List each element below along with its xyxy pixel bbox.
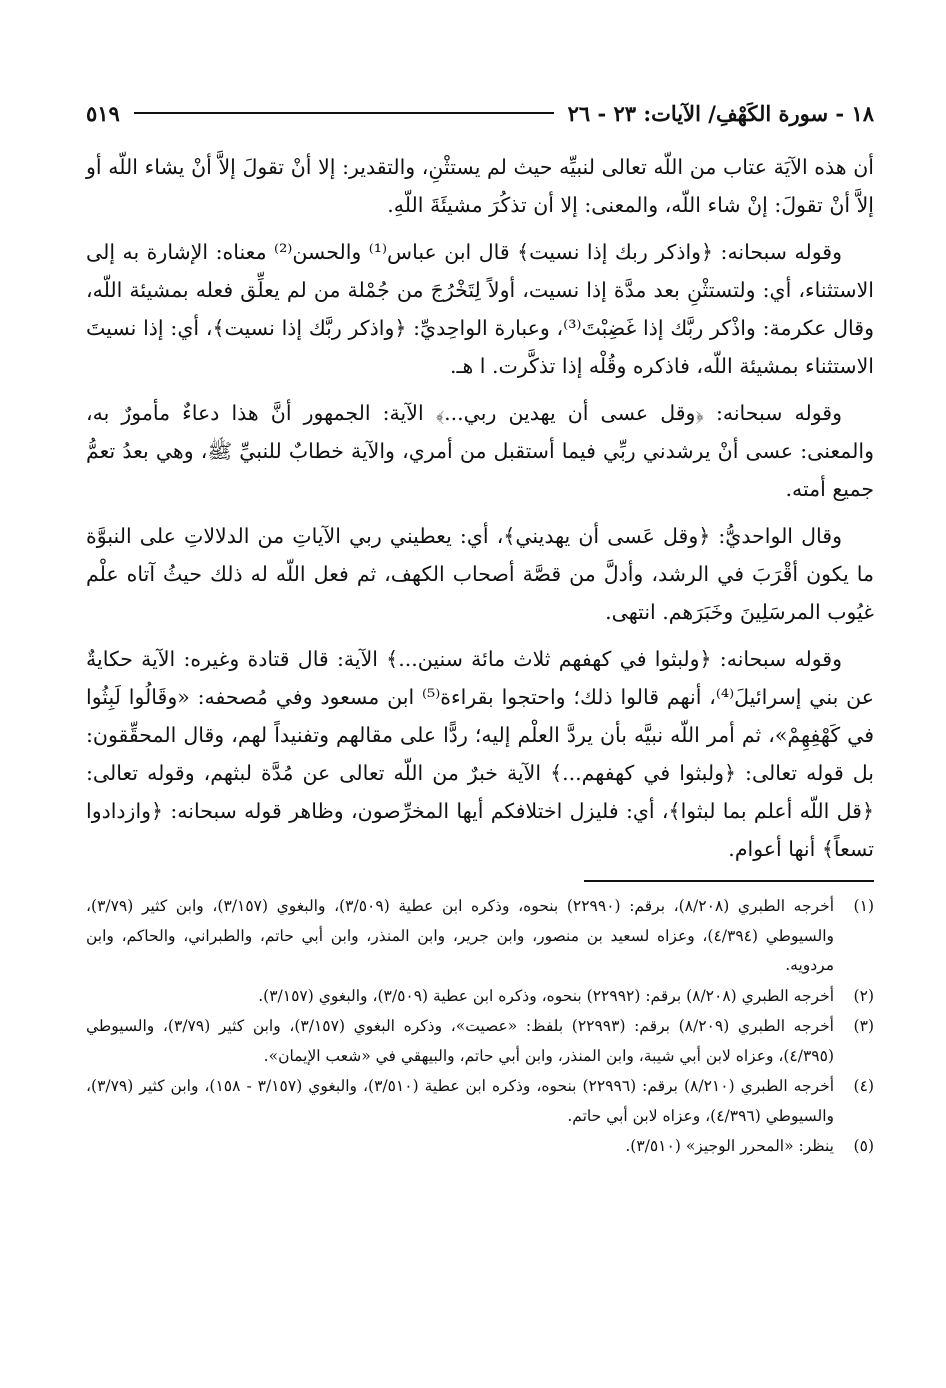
footnote-text: أخرجه الطبري (٨/٢٠٩) برقم: (٢٢٩٩٣) بلفظ: «عصيت»، وذكره البغوي (٣/١٥٧)، وابن كثير (٣/٧٩)، والسيوطي (٤/٣٩٥)، وعزاه لابن أبي شيبة، وابن المنذر، وابن أبي حاتم، والبيهقي في «شعب الإيمان». — [86, 1017, 834, 1065]
footnote — [86, 1012, 874, 1071]
footnote — [86, 892, 874, 981]
footnote-text: ينظر: «المحرر الوجيز» (٣/٥١٠). — [625, 1137, 834, 1155]
footnotes — [86, 892, 874, 1162]
header-rule — [134, 112, 554, 114]
running-header — [86, 96, 874, 130]
paragraph: وقال الواحديُّ: ﴿وقل عَسى أن يهديني﴾، أي: يعطيني ربي الآياتِ من الدلالاتِ على النبوَّة ما يكون أقْرَبَ في الرشد، وأدلَّ من قصَّة أصحاب الكهف، ثم فعل اللّه له ذلك حيثُ آتاه علْم غيُوب المرسَلِينَ وخَبَرَهم. انتهى. — [86, 524, 874, 624]
footnote-text: أخرجه الطبري (٨/٢١٠) برقم: (٢٢٩٩٦) بنحوه، وذكره ابن عطية (٣/٥١٠)، والبغوي (٣/١٥٧ - ١٥٨)، وابن كثير (٣/٧٩)، والسيوطي (٤/٣٩٦)، وعزاه لابن أبي حاتم. — [86, 1077, 835, 1125]
footnote — [86, 1132, 874, 1162]
paragraph: وقوله سبحانه: ﴿واذكر ربك إذا نسيت﴾ قال ابن عباس⁽¹⁾ والحسن⁽²⁾ معناه: الإشارة به إلى الاستثناء، أي: ولتستثْنِ بعد مدَّة إذا نسيت، أولاً لِتَخْرُجَ من جُمْلة من لم يعلِّق فعله بمشيئة اللّه، وقال عكرمة: واذْكر ربَّك إذا غَضِبْتَ⁽³⁾، وعبارة الواحِديِّ: ﴿واذكر ربَّك إذا نسيت﴾، أي: إذا نسيتَ الاستثناء بمشيئة اللّه، فاذكره وقُلْه إذا تذكَّرت. ا هـ. — [86, 240, 874, 378]
footnote-text: أخرجه الطبري (٨/٢٠٨)، برقم: (٢٢٩٩٠) بنحوه، وذكره ابن عطية (٣/٥٠٩)، والبغوي (٣/١٥٧)، وابن كثير (٣/٧٩)، والسيوطي (٤/٣٩٤)، وعزاه لسعيد بن منصور، وابن جرير، وابن المنذر، وابن أبي حاتم، والطبراني، والحاكم، وابن مردويه. — [86, 897, 834, 974]
page-number: ٥١٩ — [86, 100, 120, 126]
footnote-number: (٤) — [853, 1077, 874, 1095]
footnote-number: (٣) — [853, 1017, 874, 1035]
paragraph: أن هذه الآيَة عتاب من اللّه تعالى لنبيِّه حيث لم يستثْنِ، والتقدير: إلا أنْ تقولَ إلاَّ أنْ يشاء اللّه أو إلاَّ أنْ تقولَ: إنْ شاء اللّه، والمعنى: إلا أن تذكُرَ مشيئَةَ اللّهِ. — [86, 155, 874, 217]
footnote-number: (٥) — [853, 1137, 874, 1155]
footnote-text: أخرجه الطبري (٨/٢٠٨) برقم: (٢٢٩٩٢) بنحوه، وذكره ابن عطية (٣/٥٠٩)، والبغوي (٣/١٥٧). — [258, 986, 834, 1005]
surah-title: ١٨ - سورة الكَهْفِ/ الآيات: ٢٣ - ٢٦ — [567, 100, 874, 126]
footnote-separator — [584, 880, 874, 882]
paragraph: وقوله سبحانه: ﴿ولبثوا في كهفهم ثلاث مائة سنين...﴾ الآية: قال قتادة وغيره: الآية حكايةٌ عن بني إسرائيلَ⁽⁴⁾، أنهم قالوا ذلك؛ واحتجوا بقراءة⁽⁵⁾ ابن مسعود وفي مُصحفه: «وقَالُوا لَبِثُوا في كَهْفِهِمْ»، ثم أمر اللّه نبيَّه بأن يردَّ العلْم إليه؛ ردًّا على مقالهم وتفنيداً لهم، وقال المحقِّقون: بل قوله تعالى: ﴿ولبثوا في كهفهم...﴾ الآية خبرٌ من اللّه تعالى عن مُدَّة لبثهم، وقوله تعالى: ﴿قل اللّه أعلم بما لبثوا﴾، أي: فليزل اختلافكم أيها المخرِّصون، وظاهر قوله سبحانه: ﴿وازدادوا تسعاً﴾ أنها أعوام. — [86, 647, 874, 861]
footnote — [86, 982, 874, 1012]
footnote-number: (٢) — [853, 986, 874, 1005]
document-page — [86, 96, 874, 1348]
main-text — [86, 148, 874, 868]
footnote — [86, 1072, 874, 1131]
footnote-number: (١) — [853, 897, 874, 915]
paragraph: وقوله سبحانه: ﴿وقل عسى أن يهدين ربي...﴾ الآية: الجمهور أنَّ هذا دعاءٌ مأمورٌ به، والمعنى: عسى أنْ يرشدني ربِّي فيما أستقبل من أمري، والآية خطابٌ للنبيِّ ﷺ، وهي بعدُ تعمُّ جميع أمته. — [86, 401, 874, 501]
